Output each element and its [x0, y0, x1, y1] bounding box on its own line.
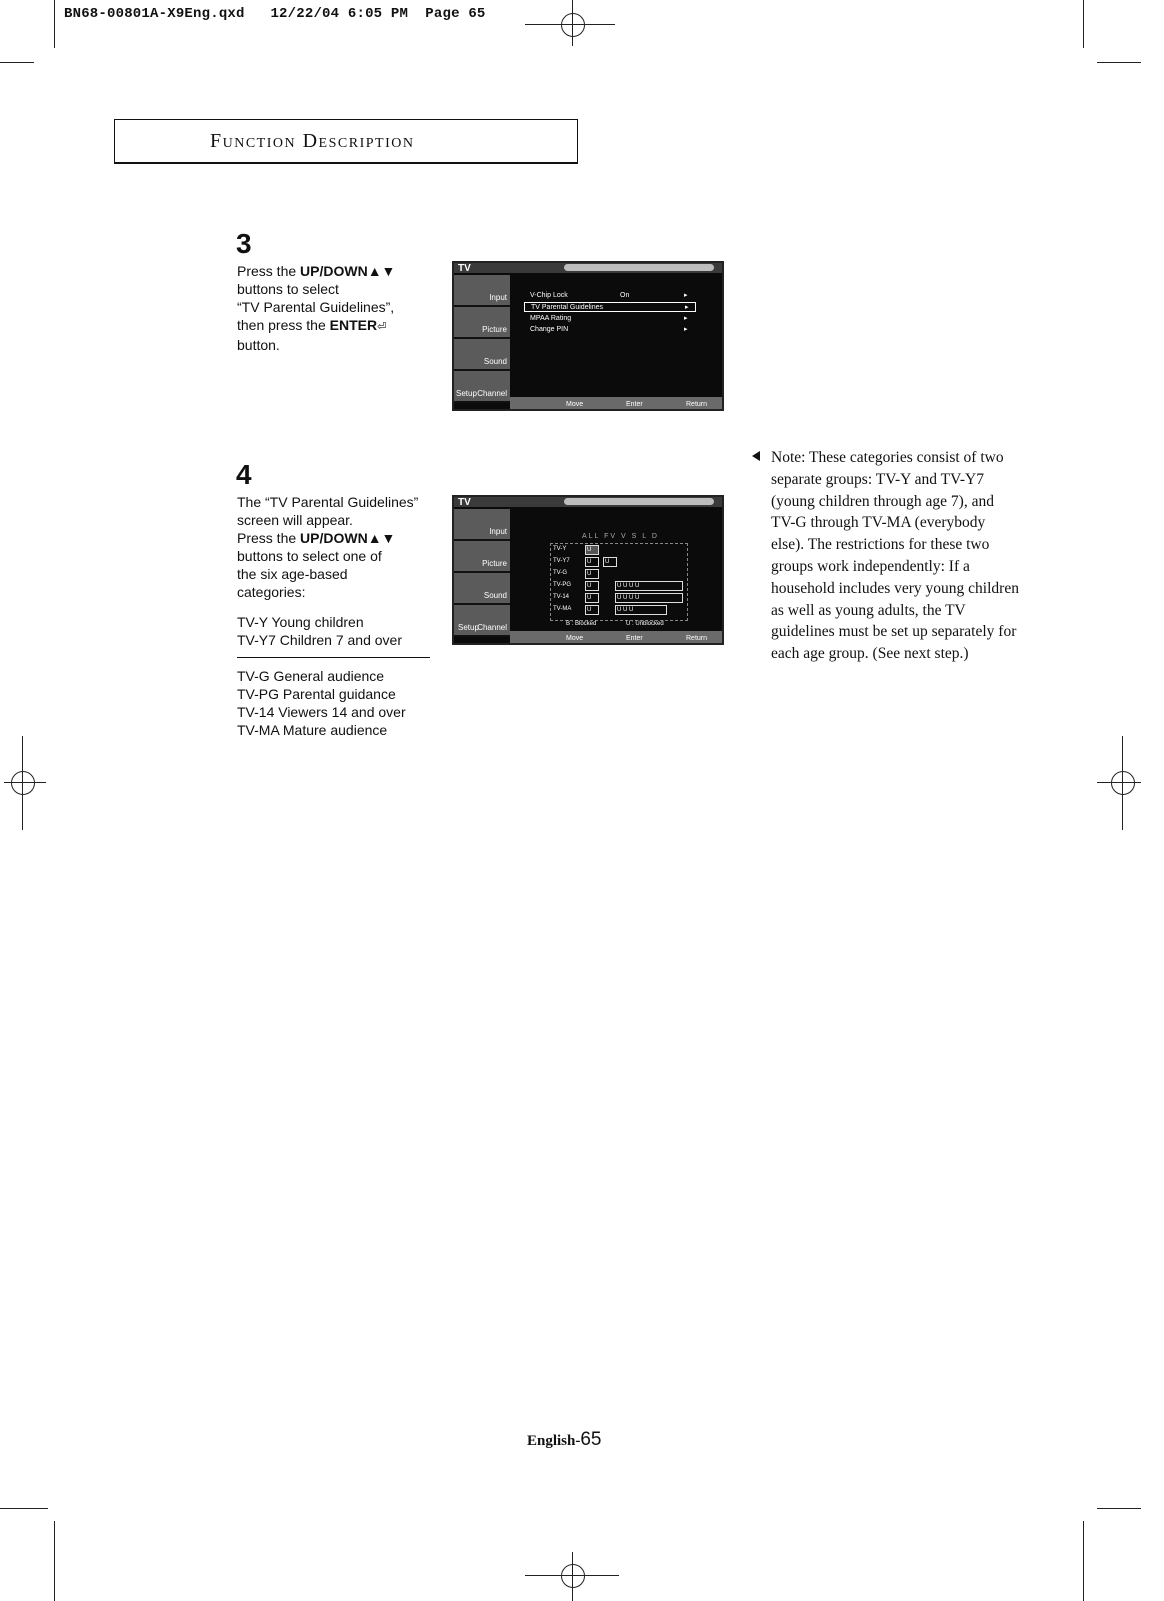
osd-grid-cell: U — [585, 545, 599, 555]
crop-mark — [0, 1508, 48, 1509]
category-item: TV-MA Mature audience — [237, 722, 388, 738]
step-3-text — [237, 262, 442, 354]
step-3-line: button. — [237, 337, 280, 353]
print-slug — [64, 6, 486, 22]
osd-row-label: TV Parental Guidelines — [531, 304, 603, 311]
bold-text: UP/DOWN▲▼ — [300, 263, 396, 279]
chevron-right-icon: ▸ — [684, 326, 688, 333]
osd-footer-return: Return — [686, 635, 708, 642]
slug-date: 12/22/04 — [270, 6, 340, 22]
osd-grid-cell: U — [585, 569, 599, 579]
osd-row-label: V-Chip Lock — [530, 292, 568, 299]
osd-grid-row-label: TV-14 — [553, 594, 570, 600]
step-4-number: 4 — [236, 459, 252, 490]
osd-grid-row-label: TV-Y7 — [553, 558, 570, 564]
crop-mark — [54, 1521, 55, 1601]
text: Press the — [237, 263, 301, 279]
crop-mark — [54, 0, 55, 48]
osd-tab-channel: Channel — [454, 605, 510, 637]
osd-grid-cell: U — [585, 557, 599, 567]
category-item: TV-PG Parental guidance — [237, 686, 396, 702]
osd-footer-move: Move — [566, 401, 584, 408]
step-4-line: The “TV Parental Guidelines” — [237, 494, 419, 510]
slug-file: BN68-00801A-X9Eng.qxd — [64, 6, 245, 22]
osd-row — [530, 291, 690, 301]
osd-grid-row-label: TV-PG — [553, 582, 572, 588]
crop-mark — [1097, 1508, 1141, 1509]
osd-tab-sound: Sound — [454, 339, 510, 371]
slug-time: 6:05 PM — [347, 6, 409, 22]
osd-row-label: MPAA Rating — [530, 315, 572, 322]
chevron-right-icon: ▸ — [684, 315, 688, 322]
osd-row-selected — [524, 302, 696, 312]
registration-circle — [561, 13, 585, 37]
osd-grid-cell: U U U U — [615, 581, 683, 591]
page-footer — [527, 1429, 602, 1451]
osd-grid — [550, 543, 688, 621]
enter-icon: ⏎ — [377, 321, 387, 333]
step-4-text — [237, 493, 452, 739]
category-item: TV-Y7 Children 7 and over — [237, 632, 402, 648]
note-text: Note: These categories consist of two separate groups: TV-Y and TV-Y7 (young children through age 7), and TV-G through TV-MA (everybody else). The restrictions for these two groups work independently: If a household includes very young children as well as young adults, the TV guidelines must be set up separately for each age group. (See next step.) — [771, 449, 1019, 663]
crop-mark — [1083, 0, 1084, 48]
step-4-line — [237, 529, 452, 547]
step-3-number: 3 — [236, 228, 252, 259]
osd-tab-setup: Setup — [456, 389, 477, 398]
chevron-right-icon: ▸ — [684, 292, 688, 299]
osd-grid-cell: U U U — [615, 605, 667, 615]
osd-title: TV — [458, 497, 471, 508]
tv-menu-screenshot-2 — [452, 495, 724, 645]
osd-footer-enter: Enter — [626, 401, 643, 408]
step-3-line — [237, 316, 442, 336]
osd-grid-cell: U — [585, 593, 599, 603]
osd-grid-cell: U — [603, 557, 617, 567]
footer-page-number: 65 — [580, 1429, 602, 1450]
osd-grid-row-label: TV-MA — [553, 606, 572, 612]
osd-title-bar — [564, 264, 714, 271]
osd-row — [530, 325, 690, 335]
osd-footer-enter: Enter — [626, 635, 643, 642]
osd-tab-sound: Sound — [454, 573, 510, 605]
osd-grid-cell: U U U U — [615, 593, 683, 603]
bold-text: ENTER — [329, 317, 378, 333]
osd-grid-row-label: TV-Y — [553, 546, 567, 552]
osd-row-label: Change PIN — [530, 326, 569, 333]
step-3-line — [237, 262, 442, 280]
category-item: TV-14 Viewers 14 and over — [237, 704, 406, 720]
crop-mark — [0, 62, 34, 63]
slug-page-number: 65 — [468, 6, 486, 22]
osd-row — [530, 314, 690, 324]
step-3-line: “TV Parental Guidelines”, — [237, 299, 395, 315]
osd-legend-unblocked: U : Unblocked — [626, 621, 664, 627]
slug-page-label: Page — [425, 6, 460, 22]
tv-menu-screenshot-1 — [452, 261, 724, 411]
bold-text: UP/DOWN▲▼ — [300, 530, 396, 546]
registration-circle — [11, 771, 35, 795]
osd-grid-cell: U — [585, 605, 599, 615]
text: then press the — [237, 317, 330, 333]
registration-circle — [1111, 771, 1135, 795]
group-divider — [237, 657, 430, 658]
osd-tab-channel: Channel — [454, 371, 510, 403]
text: Press the — [237, 530, 301, 546]
osd-footer-move: Move — [566, 635, 584, 642]
crop-mark — [1097, 62, 1141, 63]
step-4-line: buttons to select one of — [237, 548, 382, 564]
footer-language: English- — [527, 1433, 581, 1449]
step-4-line: categories: — [237, 584, 306, 600]
osd-tab-input: Input — [454, 275, 510, 307]
category-item: TV-Y Young children — [237, 614, 364, 630]
osd-tab-picture: Picture — [454, 541, 510, 573]
step-4-line: the six age-based — [237, 566, 348, 582]
osd-grid-header: ALL FV V S L D — [582, 533, 659, 540]
osd-tab-input: Input — [454, 509, 510, 541]
osd-tab-setup: Setup — [458, 623, 479, 632]
osd-grid-row-label: TV-G — [553, 570, 568, 576]
note-bullet-icon — [752, 451, 760, 461]
osd-title: TV — [458, 263, 471, 274]
osd-legend-blocked: B : Blocked — [566, 621, 597, 627]
spacer — [237, 601, 452, 613]
step-3-line: buttons to select — [237, 281, 339, 297]
step-4-line: screen will appear. — [237, 512, 353, 528]
section-title: Function Description — [210, 130, 415, 152]
osd-title-bar — [564, 498, 714, 505]
chevron-right-icon: ▸ — [685, 304, 689, 311]
crop-mark — [1083, 1521, 1084, 1601]
registration-circle — [561, 1564, 585, 1588]
osd-tab-picture: Picture — [454, 307, 510, 339]
osd-footer-return: Return — [686, 401, 708, 408]
osd-grid-cell: U — [585, 581, 599, 591]
category-item: TV-G General audience — [237, 668, 385, 684]
osd-row-value: On — [620, 292, 630, 299]
